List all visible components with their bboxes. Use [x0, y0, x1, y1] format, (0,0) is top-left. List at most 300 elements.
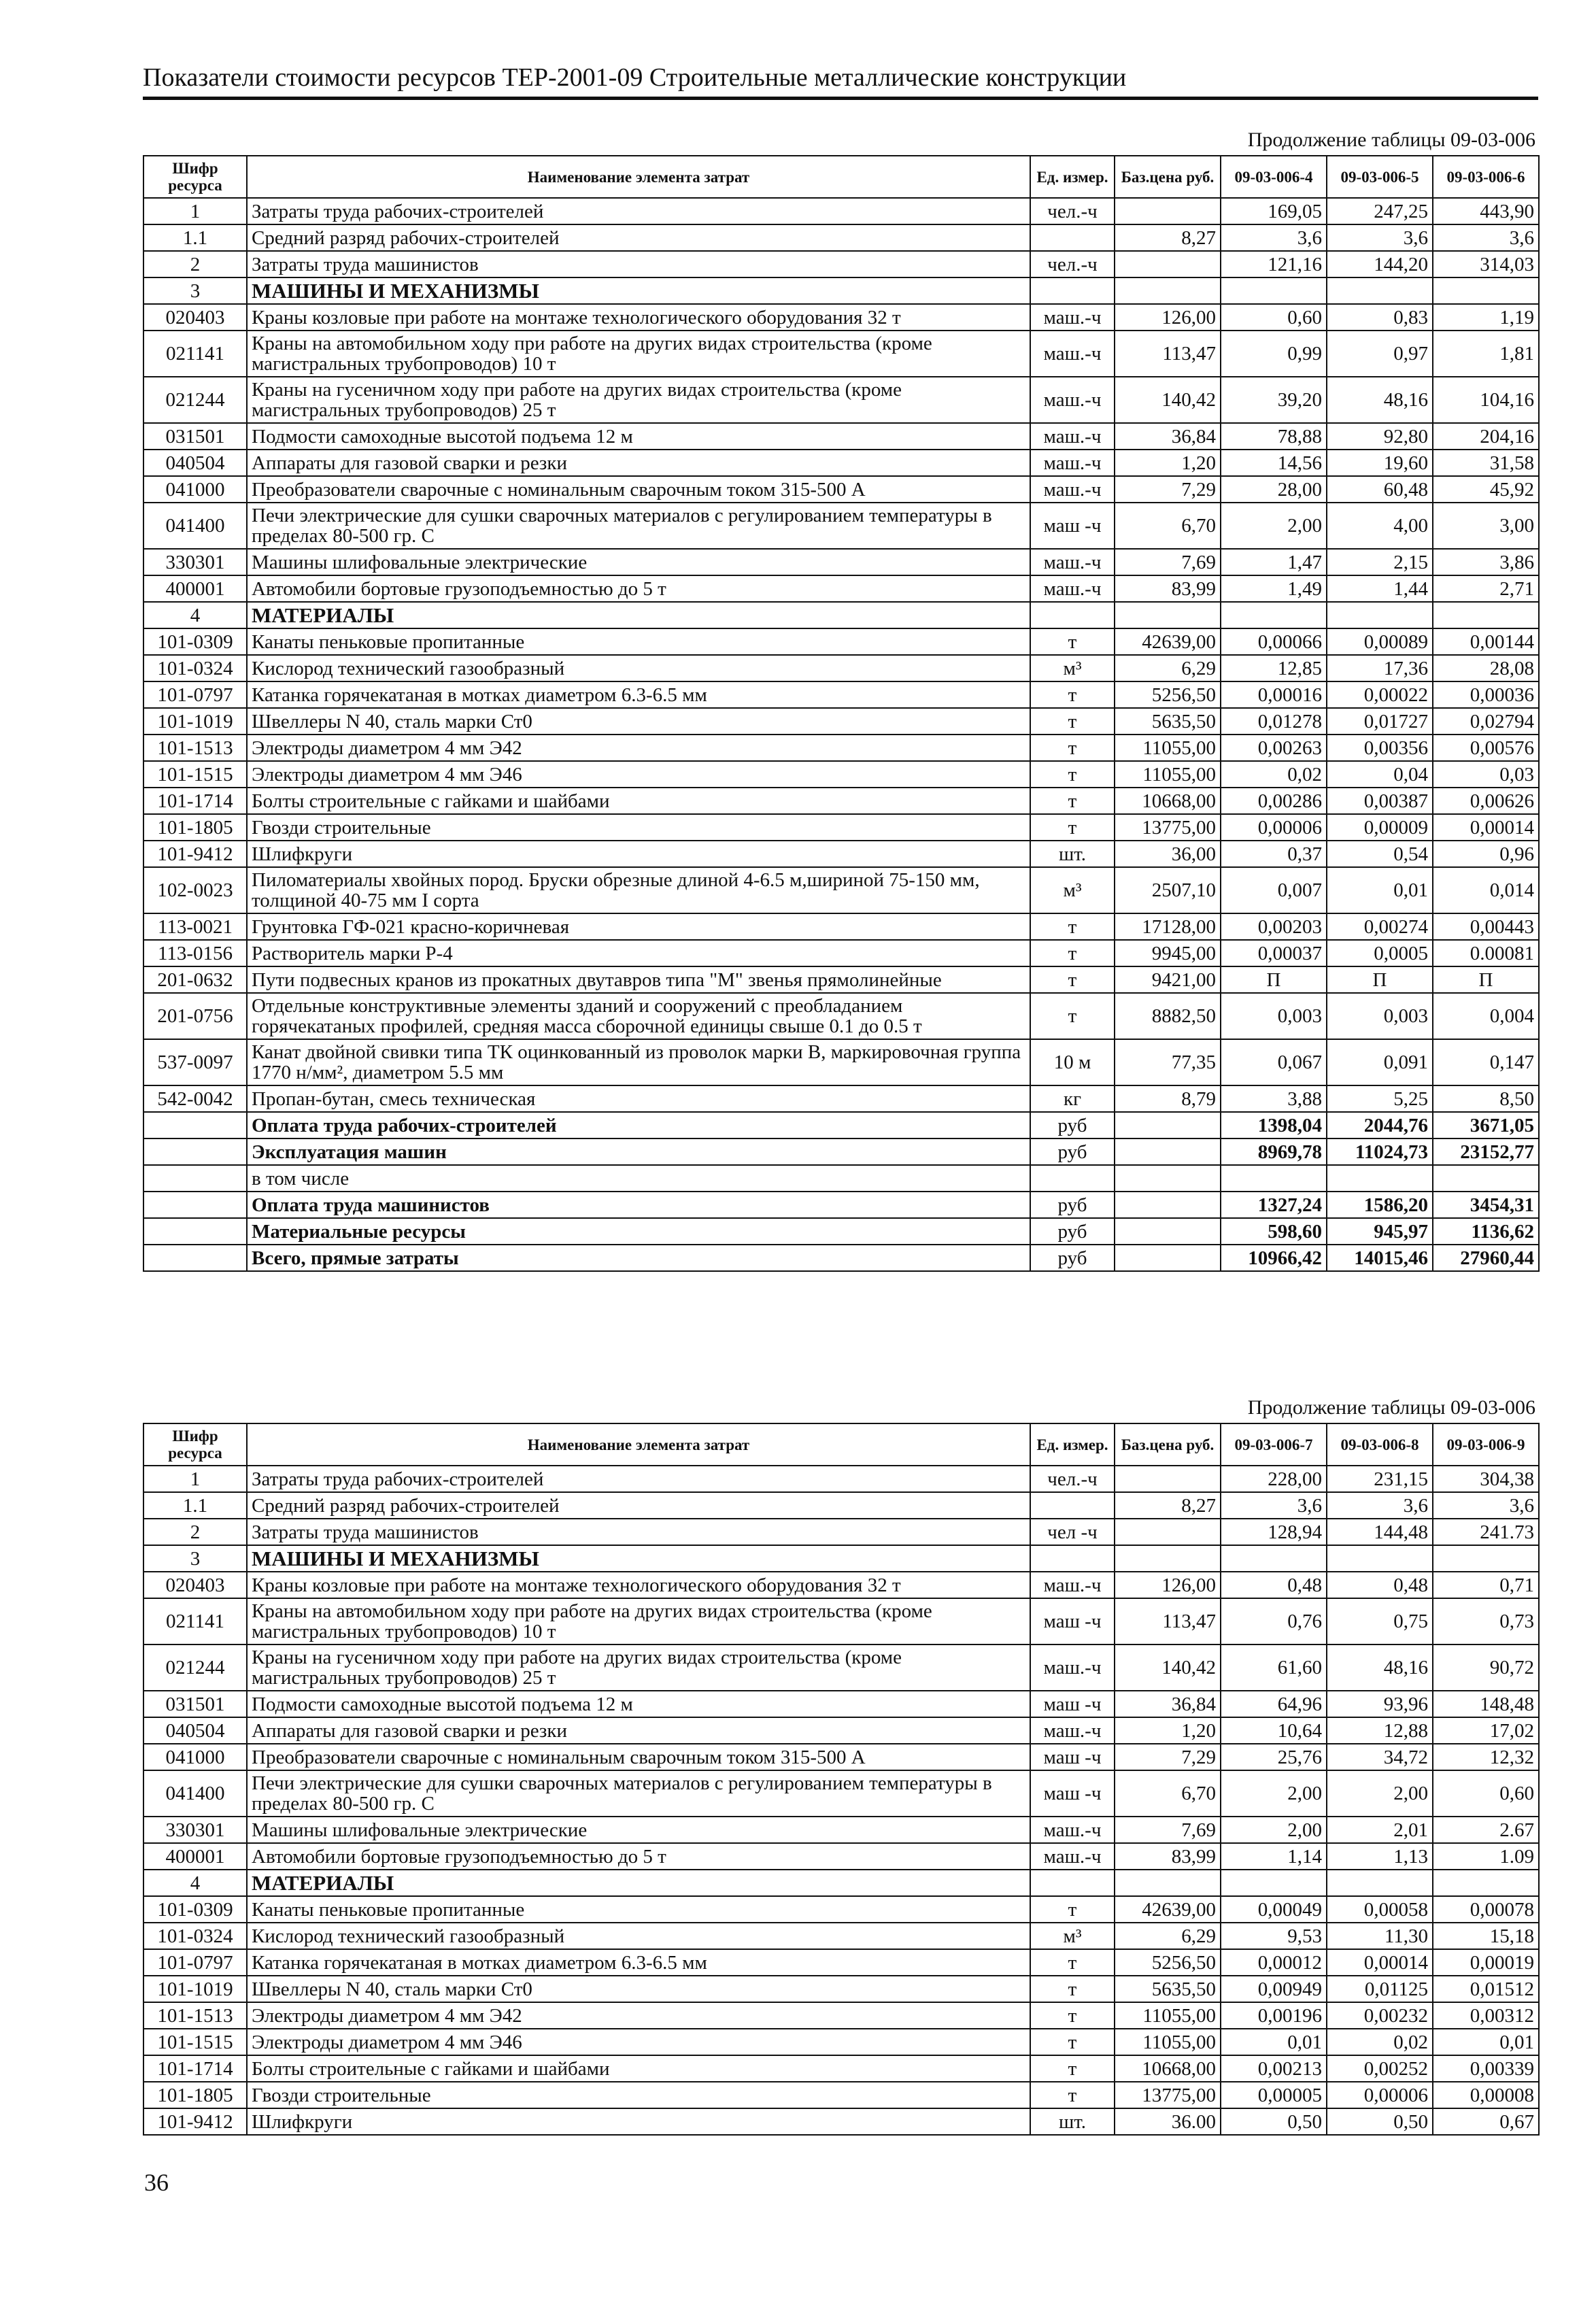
norm-value-2: 0,00058	[1327, 1896, 1433, 1923]
summary-label: в том числе	[247, 1165, 1030, 1192]
norm-value-2: 0,50	[1327, 2108, 1433, 2135]
unit-of-measure: т	[1030, 708, 1115, 735]
base-price: 1,20	[1115, 1717, 1221, 1744]
base-price: 7,29	[1115, 1744, 1221, 1770]
col-header-name: Наименование элемента затрат	[247, 156, 1030, 198]
resource-code: 101-1714	[143, 788, 247, 814]
unit-of-measure	[1030, 1492, 1115, 1519]
resource-code: 101-0309	[143, 628, 247, 655]
resource-code: 102-0023	[143, 867, 247, 913]
norm-value-1	[1221, 1545, 1327, 1572]
col-header-norm-1: 09-03-006-4	[1221, 156, 1327, 198]
resource-code: 021141	[143, 331, 247, 377]
page-header-title: Показатели стоимости ресурсов ТЕР-2001-09 Строительные металлические конструкции	[143, 63, 1127, 92]
norm-value-3: 0,67	[1433, 2108, 1539, 2135]
norm-value-1: 1,14	[1221, 1843, 1327, 1870]
norm-value-3: 3,00	[1433, 503, 1539, 549]
table-row	[143, 1770, 1539, 1817]
cost-element-name: Катанка горячекатаная в мотках диаметром 6.3-6.5 мм	[247, 1949, 1030, 1976]
unit-of-measure: т	[1030, 913, 1115, 940]
resource-code: 041000	[143, 476, 247, 503]
unit-of-measure: т	[1030, 1976, 1115, 2002]
norm-value-2	[1327, 1870, 1433, 1896]
norm-value-1: 0,00213	[1221, 2055, 1327, 2082]
norm-value-3: 148,48	[1433, 1691, 1539, 1717]
base-price: 8,27	[1115, 224, 1221, 251]
resource-code: 101-0324	[143, 655, 247, 681]
resource-code: 101-9412	[143, 841, 247, 867]
norm-value-3: 0,00443	[1433, 913, 1539, 940]
table-row	[143, 681, 1539, 708]
resource-code: 101-1513	[143, 2002, 247, 2029]
norm-value-1: 128,94	[1221, 1519, 1327, 1545]
cost-element-name: Преобразователи сварочные с номинальным сварочным током 315-500 А	[247, 1744, 1030, 1770]
table-row	[143, 1598, 1539, 1644]
section-row	[143, 277, 1539, 304]
norm-value-1: 1,47	[1221, 549, 1327, 575]
resource-code: 542-0042	[143, 1085, 247, 1112]
unit-of-measure: шт.	[1030, 841, 1115, 867]
norm-value-3	[1433, 602, 1539, 628]
norm-value-2: 0,00274	[1327, 913, 1433, 940]
base-price: 42639,00	[1115, 628, 1221, 655]
summary-row	[143, 1245, 1539, 1271]
table-row	[143, 423, 1539, 450]
norm-value-2: 144,48	[1327, 1519, 1433, 1545]
cost-element-name: Пути подвесных кранов из прокатных двутавров типа "М" звенья прямолинейные	[247, 966, 1030, 993]
norm-value-2: 2,00	[1327, 1770, 1433, 1817]
resource-code: 021244	[143, 1644, 247, 1691]
unit-of-measure: чел -ч	[1030, 1519, 1115, 1545]
base-price: 11055,00	[1115, 735, 1221, 761]
norm-value-1: 12,85	[1221, 655, 1327, 681]
norm-value-3: 3,6	[1433, 224, 1539, 251]
norm-value-3: 0,71	[1433, 1572, 1539, 1598]
table-row	[143, 1896, 1539, 1923]
norm-value-1: 61,60	[1221, 1644, 1327, 1691]
empty-cell	[1115, 1138, 1221, 1165]
norm-value-3: 0,00144	[1433, 628, 1539, 655]
cost-element-name: Подмости самоходные высотой подъема 12 м	[247, 1691, 1030, 1717]
summary-label: Эксплуатация машин	[247, 1138, 1030, 1165]
cost-element-name: Гвозди строительные	[247, 2082, 1030, 2108]
base-price	[1115, 1870, 1221, 1896]
norm-value-3: 0,00036	[1433, 681, 1539, 708]
summary-row	[143, 1138, 1539, 1165]
norm-value-1: 0,00037	[1221, 940, 1327, 966]
base-price: 126,00	[1115, 304, 1221, 331]
base-price	[1115, 1545, 1221, 1572]
unit-of-measure: шт.	[1030, 2108, 1115, 2135]
unit-of-measure: маш.-ч	[1030, 1717, 1115, 1744]
unit-of-measure: т	[1030, 1896, 1115, 1923]
summary-value-2: 1586,20	[1327, 1192, 1433, 1218]
norm-value-3: 0,00078	[1433, 1896, 1539, 1923]
resource-code: 101-0797	[143, 681, 247, 708]
norm-value-2: 0,00387	[1327, 788, 1433, 814]
cost-element-name: Пиломатериалы хвойных пород. Бруски обрезные длиной 4-6.5 м,шириной 75-150 мм, толщиной 40-75 мм I сорта	[247, 867, 1030, 913]
unit-of-measure: т	[1030, 2002, 1115, 2029]
norm-value-2: 4,00	[1327, 503, 1433, 549]
resource-code: 021141	[143, 1598, 247, 1644]
table-row	[143, 655, 1539, 681]
norm-value-1: 0,00005	[1221, 2082, 1327, 2108]
norm-value-1: 64,96	[1221, 1691, 1327, 1717]
cost-element-name: Катанка горячекатаная в мотках диаметром 6.3-6.5 мм	[247, 681, 1030, 708]
table-row	[143, 224, 1539, 251]
norm-value-1: 0,067	[1221, 1039, 1327, 1085]
unit-of-measure: т	[1030, 1949, 1115, 1976]
norm-value-1: 0,00016	[1221, 681, 1327, 708]
empty-cell	[1115, 1192, 1221, 1218]
norm-value-3: 0,00019	[1433, 1949, 1539, 1976]
norm-value-1	[1221, 602, 1327, 628]
norm-value-2: 48,16	[1327, 1644, 1433, 1691]
table-row	[143, 966, 1539, 993]
table-row	[143, 913, 1539, 940]
resource-code: 1.1	[143, 1492, 247, 1519]
unit-of-measure: маш.-ч	[1030, 331, 1115, 377]
base-price: 113,47	[1115, 331, 1221, 377]
summary-value-3	[1433, 1165, 1539, 1192]
unit-of-measure: маш.-ч	[1030, 476, 1115, 503]
cost-element-name: Печи электрические для сушки сварочных материалов с регулированием температуры в пределах 80-500 гр. С	[247, 1770, 1030, 1817]
table-row	[143, 2108, 1539, 2135]
cost-element-name: Канаты пеньковые пропитанные	[247, 628, 1030, 655]
cost-element-name: Гвозди строительные	[247, 814, 1030, 841]
resource-code: 2	[143, 1519, 247, 1545]
col-header-code: Шифр ресурса	[143, 1423, 247, 1466]
base-price: 7,69	[1115, 1817, 1221, 1843]
norm-value-3	[1433, 1545, 1539, 1572]
unit-of-measure	[1030, 1870, 1115, 1896]
norm-value-3: 3,86	[1433, 549, 1539, 575]
cost-element-name: Краны на гусеничном ходу при работе на других видах строительства (кроме магистральных трубопроводов) 25 т	[247, 377, 1030, 423]
norm-value-1: 0,00263	[1221, 735, 1327, 761]
base-price: 36.00	[1115, 2108, 1221, 2135]
norm-value-3: 0,01	[1433, 2029, 1539, 2055]
empty-cell	[143, 1138, 247, 1165]
norm-value-2: 5,25	[1327, 1085, 1433, 1112]
norm-value-2: 0,01125	[1327, 1976, 1433, 2002]
cost-element-name: Швеллеры N 40, сталь марки Ст0	[247, 708, 1030, 735]
summary-value-1: 10966,42	[1221, 1245, 1327, 1271]
norm-value-2	[1327, 602, 1433, 628]
norm-value-3: 0,00576	[1433, 735, 1539, 761]
base-price: 6,29	[1115, 655, 1221, 681]
base-price: 6,70	[1115, 503, 1221, 549]
norm-value-1: 0,00049	[1221, 1896, 1327, 1923]
table-row	[143, 867, 1539, 913]
table-row	[143, 251, 1539, 277]
norm-value-1: 169,05	[1221, 198, 1327, 224]
cost-element-name: Аппараты для газовой сварки и резки	[247, 450, 1030, 476]
unit-of-measure: маш.-ч	[1030, 450, 1115, 476]
unit-of-measure: маш -ч	[1030, 1598, 1115, 1644]
table-continuation-label: Продолжение таблицы 09-03-006	[1247, 1396, 1535, 1419]
unit-of-measure: т	[1030, 2055, 1115, 2082]
table-row	[143, 1085, 1539, 1112]
norm-value-2: 0,75	[1327, 1598, 1433, 1644]
empty-cell	[143, 1165, 247, 1192]
cost-element-name: Преобразователи сварочные с номинальным сварочным током 315-500 А	[247, 476, 1030, 503]
resource-table	[143, 155, 1540, 1272]
norm-value-3: 1,81	[1433, 331, 1539, 377]
unit-of-measure: т	[1030, 735, 1115, 761]
base-price: 140,42	[1115, 1644, 1221, 1691]
empty-cell	[143, 1245, 247, 1271]
norm-value-3: 0,60	[1433, 1770, 1539, 1817]
empty-cell	[1115, 1245, 1221, 1271]
norm-value-1: П	[1221, 966, 1327, 993]
table-row	[143, 841, 1539, 867]
norm-value-1: 3,6	[1221, 1492, 1327, 1519]
table-row	[143, 708, 1539, 735]
norm-value-3: 1.09	[1433, 1843, 1539, 1870]
norm-value-3: 241.73	[1433, 1519, 1539, 1545]
table-row	[143, 1744, 1539, 1770]
unit-of-measure	[1030, 1165, 1115, 1192]
col-header-unit: Ед. измер.	[1030, 1423, 1115, 1466]
base-price	[1115, 198, 1221, 224]
table-row	[143, 788, 1539, 814]
base-price: 1,20	[1115, 450, 1221, 476]
base-price: 113,47	[1115, 1598, 1221, 1644]
unit-of-measure: руб	[1030, 1218, 1115, 1245]
col-header-norm-3: 09-03-006-9	[1433, 1423, 1539, 1466]
cost-element-name: Болты строительные с гайками и шайбами	[247, 2055, 1030, 2082]
norm-value-1: 14,56	[1221, 450, 1327, 476]
norm-value-1: 28,00	[1221, 476, 1327, 503]
base-price: 11055,00	[1115, 2002, 1221, 2029]
norm-value-2: 0,00356	[1327, 735, 1433, 761]
unit-of-measure: т	[1030, 681, 1115, 708]
norm-value-3: 8,50	[1433, 1085, 1539, 1112]
table-row	[143, 575, 1539, 602]
table-row	[143, 1717, 1539, 1744]
norm-value-2	[1327, 277, 1433, 304]
norm-value-1: 0,76	[1221, 1598, 1327, 1644]
cost-element-name: Средний разряд рабочих-строителей	[247, 1492, 1030, 1519]
unit-of-measure: чел.-ч	[1030, 251, 1115, 277]
table-row	[143, 1923, 1539, 1949]
table-row	[143, 331, 1539, 377]
base-price: 126,00	[1115, 1572, 1221, 1598]
table-continuation-label: Продолжение таблицы 09-03-006	[1247, 129, 1535, 151]
norm-value-2: 60,48	[1327, 476, 1433, 503]
norm-value-3: 1,19	[1433, 304, 1539, 331]
norm-value-3: 17,02	[1433, 1717, 1539, 1744]
unit-of-measure: т	[1030, 2082, 1115, 2108]
base-price: 8,79	[1115, 1085, 1221, 1112]
norm-value-3: 0.00081	[1433, 940, 1539, 966]
summary-value-1	[1221, 1165, 1327, 1192]
table-row	[143, 2082, 1539, 2108]
resource-code: 113-0021	[143, 913, 247, 940]
norm-value-2: 0,00089	[1327, 628, 1433, 655]
base-price: 6,70	[1115, 1770, 1221, 1817]
table-row	[143, 1817, 1539, 1843]
table-row	[143, 1039, 1539, 1085]
norm-value-1: 0,00196	[1221, 2002, 1327, 2029]
base-price: 5256,50	[1115, 1949, 1221, 1976]
resource-code: 537-0097	[143, 1039, 247, 1085]
norm-value-3: П	[1433, 966, 1539, 993]
resource-code: 041400	[143, 503, 247, 549]
norm-value-2: 34,72	[1327, 1744, 1433, 1770]
resource-code: 101-0324	[143, 1923, 247, 1949]
table-row	[143, 1843, 1539, 1870]
norm-value-1: 0,00286	[1221, 788, 1327, 814]
norm-value-2: 144,20	[1327, 251, 1433, 277]
norm-value-2: 12,88	[1327, 1717, 1433, 1744]
col-header-norm-2: 09-03-006-5	[1327, 156, 1433, 198]
cost-element-name: Швеллеры N 40, сталь марки Ст0	[247, 1976, 1030, 2002]
cost-element-name: Электроды диаметром 4 мм Э46	[247, 2029, 1030, 2055]
resource-code: 101-1515	[143, 2029, 247, 2055]
norm-value-3: 0,00312	[1433, 2002, 1539, 2029]
norm-value-3: 15,18	[1433, 1923, 1539, 1949]
norm-value-3: 0,00626	[1433, 788, 1539, 814]
norm-value-1: 39,20	[1221, 377, 1327, 423]
resource-code: 020403	[143, 304, 247, 331]
norm-value-3: 0,004	[1433, 993, 1539, 1039]
cost-element-name: Затраты труда рабочих-строителей	[247, 198, 1030, 224]
table-row	[143, 814, 1539, 841]
norm-value-1: 1,49	[1221, 575, 1327, 602]
unit-of-measure: кг	[1030, 1085, 1115, 1112]
norm-value-3: 2.67	[1433, 1817, 1539, 1843]
norm-value-3: 204,16	[1433, 423, 1539, 450]
unit-of-measure	[1030, 1545, 1115, 1572]
norm-value-3: 0,01512	[1433, 1976, 1539, 2002]
norm-value-2: 17,36	[1327, 655, 1433, 681]
unit-of-measure: т	[1030, 788, 1115, 814]
resource-code: 1.1	[143, 224, 247, 251]
resource-code: 101-1805	[143, 2082, 247, 2108]
norm-value-2: 48,16	[1327, 377, 1433, 423]
section-row	[143, 1870, 1539, 1896]
col-header-unit: Ед. измер.	[1030, 156, 1115, 198]
table-row	[143, 450, 1539, 476]
cost-element-name: Затраты труда машинистов	[247, 251, 1030, 277]
resource-code: 3	[143, 1545, 247, 1572]
table-row	[143, 503, 1539, 549]
summary-value-2: 945,97	[1327, 1218, 1433, 1245]
norm-value-1: 0,02	[1221, 761, 1327, 788]
norm-value-2: 93,96	[1327, 1691, 1433, 1717]
cost-element-name: Машины шлифовальные электрические	[247, 549, 1030, 575]
unit-of-measure: т	[1030, 940, 1115, 966]
norm-value-3: 3,6	[1433, 1492, 1539, 1519]
base-price: 11055,00	[1115, 761, 1221, 788]
norm-value-2: 0,00022	[1327, 681, 1433, 708]
norm-value-2: 0,091	[1327, 1039, 1433, 1085]
unit-of-measure: т	[1030, 993, 1115, 1039]
unit-of-measure	[1030, 602, 1115, 628]
norm-value-3: 0,73	[1433, 1598, 1539, 1644]
resource-code: 113-0156	[143, 940, 247, 966]
resource-code: 201-0756	[143, 993, 247, 1039]
unit-of-measure: маш.-ч	[1030, 549, 1115, 575]
base-price: 8,27	[1115, 1492, 1221, 1519]
norm-value-1: 0,00012	[1221, 1949, 1327, 1976]
norm-value-1	[1221, 277, 1327, 304]
norm-value-1: 2,00	[1221, 1817, 1327, 1843]
table-row	[143, 1949, 1539, 1976]
unit-of-measure: руб	[1030, 1112, 1115, 1138]
summary-row	[143, 1112, 1539, 1138]
summary-row	[143, 1218, 1539, 1245]
summary-value-3: 23152,77	[1433, 1138, 1539, 1165]
norm-value-1: 0,50	[1221, 2108, 1327, 2135]
resource-code: 2	[143, 251, 247, 277]
norm-value-1: 78,88	[1221, 423, 1327, 450]
base-price: 140,42	[1115, 377, 1221, 423]
empty-cell	[1115, 1112, 1221, 1138]
resource-code: 020403	[143, 1572, 247, 1598]
unit-of-measure: т	[1030, 966, 1115, 993]
resource-code: 330301	[143, 549, 247, 575]
table-row	[143, 735, 1539, 761]
cost-element-name: Аппараты для газовой сварки и резки	[247, 1717, 1030, 1744]
norm-value-3	[1433, 1870, 1539, 1896]
resource-code: 101-1805	[143, 814, 247, 841]
norm-value-1: 0,003	[1221, 993, 1327, 1039]
table-summary	[143, 1112, 1539, 1271]
base-price: 10668,00	[1115, 2055, 1221, 2082]
norm-value-3: 0,00339	[1433, 2055, 1539, 2082]
norm-value-2: 0,83	[1327, 304, 1433, 331]
base-price: 5635,50	[1115, 708, 1221, 735]
norm-value-1: 0,37	[1221, 841, 1327, 867]
summary-value-1: 1327,24	[1221, 1192, 1327, 1218]
cost-element-name: Канат двойной свивки типа ТК оцинкованный из проволок марки В, маркировочная группа 1770 н/мм², диаметром 5.5 мм	[247, 1039, 1030, 1085]
summary-value-3: 3671,05	[1433, 1112, 1539, 1138]
cost-element-name: Растворитель марки Р-4	[247, 940, 1030, 966]
col-header-norm-2: 09-03-006-8	[1327, 1423, 1433, 1466]
cost-element-name: Автомобили бортовые грузоподъемностью до 5 т	[247, 575, 1030, 602]
resource-table	[143, 1423, 1540, 2136]
summary-label: Материальные ресурсы	[247, 1218, 1030, 1245]
norm-value-1: 0,00066	[1221, 628, 1327, 655]
unit-of-measure: маш -ч	[1030, 1691, 1115, 1717]
section-title: МАШИНЫ И МЕХАНИЗМЫ	[247, 1545, 1030, 1572]
cost-element-name: Краны козловые при работе на монтаже технологического оборудования 32 т	[247, 1572, 1030, 1598]
resource-code: 101-9412	[143, 2108, 247, 2135]
resource-code: 400001	[143, 575, 247, 602]
norm-value-1: 0,99	[1221, 331, 1327, 377]
resource-code: 101-1515	[143, 761, 247, 788]
summary-value-3: 3454,31	[1433, 1192, 1539, 1218]
unit-of-measure: руб	[1030, 1138, 1115, 1165]
unit-of-measure: маш.-ч	[1030, 1817, 1115, 1843]
unit-of-measure: руб	[1030, 1192, 1115, 1218]
base-price: 7,29	[1115, 476, 1221, 503]
cost-element-name: Электроды диаметром 4 мм Э42	[247, 735, 1030, 761]
empty-cell	[143, 1192, 247, 1218]
summary-value-2: 11024,73	[1327, 1138, 1433, 1165]
resource-code: 041000	[143, 1744, 247, 1770]
base-price: 36,84	[1115, 1691, 1221, 1717]
base-price: 5635,50	[1115, 1976, 1221, 2002]
unit-of-measure: маш -ч	[1030, 1770, 1115, 1817]
resource-code: 101-1019	[143, 708, 247, 735]
resource-code: 3	[143, 277, 247, 304]
cost-element-name: Затраты труда машинистов	[247, 1519, 1030, 1545]
norm-value-2: 0,97	[1327, 331, 1433, 377]
base-price: 6,29	[1115, 1923, 1221, 1949]
